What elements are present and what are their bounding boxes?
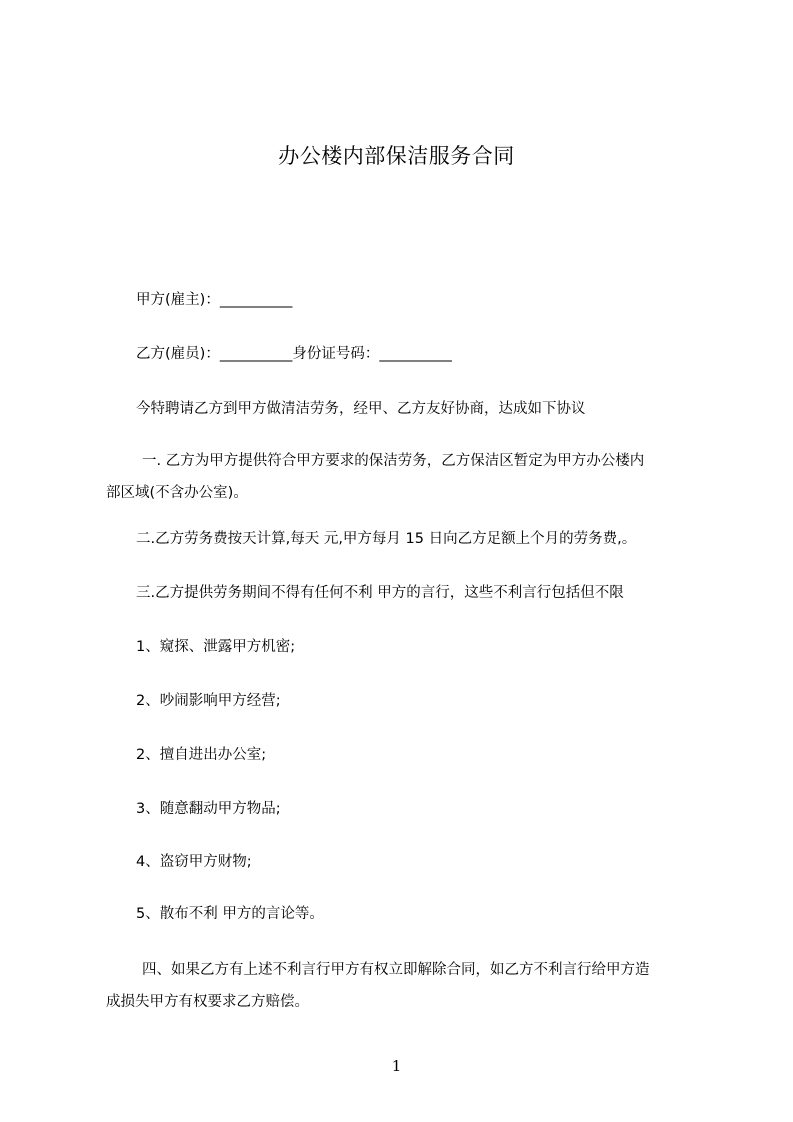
clause-4-line-2: 成损失甲方有权要求乙方赔偿。 [106, 994, 309, 1010]
clause-4 [106, 954, 650, 1018]
list-item: 5、散布不利 甲方的言论等。 [136, 906, 324, 922]
clause-1 [106, 445, 645, 509]
list-item: 3、随意翻动甲方物品; [136, 801, 281, 817]
intro-paragraph: 今特聘请乙方到甲方做清洁劳务，经甲、乙方友好协商，达成如下协议 [136, 401, 586, 417]
list-item: 1、窥探、泄露甲方机密; [136, 639, 296, 655]
clause-1-line-2: 部区域(不含办公室)。 [106, 485, 248, 501]
clause-4-line-1: 四、如果乙方有上述不利言行甲方有权立即解除合同，如乙方不利言行给甲方造 [142, 962, 650, 978]
party-a-line: 甲方(雇主)：__________ [136, 292, 293, 308]
list-item: 2、吵闹影响甲方经营; [136, 693, 281, 709]
clause-1-line-1: 一. 乙方为甲方提供符合甲方要求的保洁劳务，乙方保洁区暂定为甲方办公楼内 [142, 453, 645, 469]
contract-title: 办公楼内部保洁服务合同 [278, 144, 515, 168]
list-item: 2、擅自进出办公室; [136, 747, 267, 763]
list-item: 4、盗窃甲方财物; [136, 854, 252, 870]
clause-2: 二.乙方劳务费按天计算,每天 元,甲方每月 15 日向乙方足额上个月的劳务费,。 [136, 531, 637, 547]
clause-3: 三.乙方提供劳务期间不得有任何不利 甲方的言行，这些不利言行包括但不限 [136, 585, 624, 601]
page-number: 1 [391, 1057, 402, 1075]
party-b-line: 乙方(雇员)：__________身份证号码：__________ [136, 346, 452, 362]
